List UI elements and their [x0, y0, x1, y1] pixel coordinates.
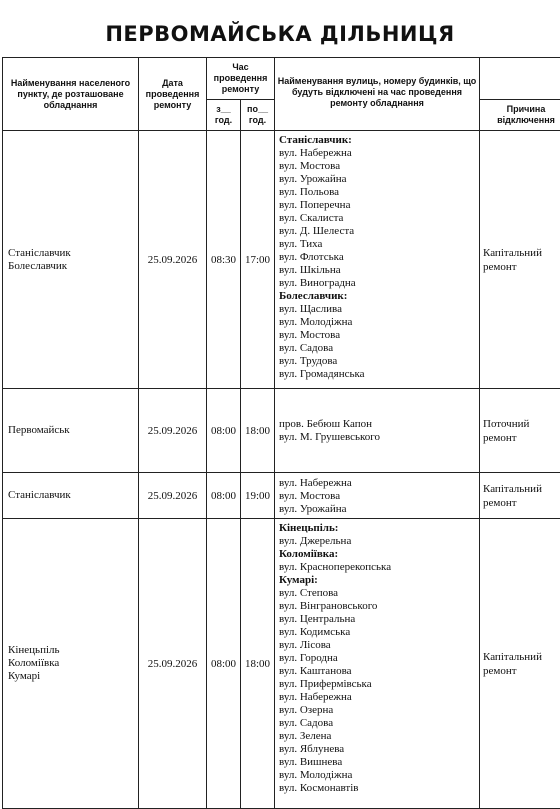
street-item: вул. Вінграновського: [279, 600, 479, 613]
street-item: вул. Озерна: [279, 704, 479, 717]
header-from: з__ год.: [207, 100, 241, 131]
settlement-cell: [3, 131, 139, 389]
outage-table: [2, 57, 560, 809]
reason-cell: [480, 519, 560, 809]
village-label: Кумарі:: [279, 574, 479, 587]
street-item: вул. Набережна: [279, 147, 479, 160]
street-item: вул. Садова: [279, 342, 479, 355]
reason-cell: [480, 131, 560, 389]
street-item: пров. Бебюш Капон: [279, 418, 479, 431]
streets-cell: [275, 473, 480, 519]
reason-text: ремонт: [483, 431, 560, 445]
settlement-name: Болеславчик: [8, 260, 138, 273]
reason-text: ремонт: [483, 260, 560, 274]
streets-cell: [275, 519, 480, 809]
street-item: вул. Джерельна: [279, 535, 479, 548]
reason-text: ремонт: [483, 496, 560, 510]
village-label: Кінецьпіль:: [279, 522, 479, 535]
settlement-name: Первомайськ: [8, 424, 138, 437]
street-item: вул. Мостова: [279, 160, 479, 173]
street-item: вул. Молодіжна: [279, 769, 479, 782]
reason-text: ремонт: [483, 664, 560, 678]
street-item: вул. Садова: [279, 717, 479, 730]
street-item: вул. Кодимська: [279, 626, 479, 639]
village-label: Коломіївка:: [279, 548, 479, 561]
street-item: вул. Польова: [279, 186, 479, 199]
street-item: вул. Набережна: [279, 477, 479, 490]
settlement-name: Станіславчик: [8, 489, 138, 502]
time-to-cell: 17:00: [241, 131, 275, 389]
street-item: вул. Космонавтів: [279, 782, 479, 795]
village-label: Болеславчик:: [279, 290, 479, 303]
reason-text: Капітальний: [483, 482, 560, 496]
header-reason: Причина відключення: [480, 100, 560, 131]
street-item: вул. Урожайна: [279, 173, 479, 186]
page-title: ПЕРВОМАЙСЬКА ДІЛЬНИЦЯ: [0, 22, 560, 46]
header-date: Дата проведення ремонту: [139, 58, 207, 131]
date-cell: 25.09.2026: [139, 473, 207, 519]
header-settlement: Найменування населеного пункту, де розташоване обладнання: [3, 58, 139, 131]
street-item: вул. Прифермівська: [279, 678, 479, 691]
street-item: вул. Тиха: [279, 238, 479, 251]
settlement-cell: [3, 473, 139, 519]
time-to-cell: 18:00: [241, 519, 275, 809]
street-item: вул. Трудова: [279, 355, 479, 368]
settlement-cell: [3, 389, 139, 473]
street-item: вул. Флотська: [279, 251, 479, 264]
reason-text: Поточний: [483, 417, 560, 431]
settlement-cell: [3, 519, 139, 809]
settlement-name: Станіславчик: [8, 247, 138, 260]
settlement-name: Кінецьпіль: [8, 644, 138, 657]
time-to-cell: 19:00: [241, 473, 275, 519]
header-time: Час проведення ремонту: [207, 58, 275, 100]
street-item: вул. Лісова: [279, 639, 479, 652]
street-item: вул. Вишнева: [279, 756, 479, 769]
header-streets: Найменування вулиць, номеру будинків, що будуть відключені на час проведення ремонту обладнання: [275, 58, 480, 131]
time-from-cell: 08:00: [207, 473, 241, 519]
table-row: [3, 389, 560, 473]
street-item: вул. Центральна: [279, 613, 479, 626]
street-item: вул. Красноперекопська: [279, 561, 479, 574]
street-item: вул. Шкільна: [279, 264, 479, 277]
street-item: вул. Урожайна: [279, 503, 479, 516]
street-item: вул. Виноградна: [279, 277, 479, 290]
date-cell: 25.09.2026: [139, 131, 207, 389]
reason-cell: [480, 389, 560, 473]
street-item: вул. Молодіжна: [279, 316, 479, 329]
streets-cell: [275, 131, 480, 389]
table-row: [3, 519, 560, 809]
street-item: вул. Степова: [279, 587, 479, 600]
street-item: вул. Щаслива: [279, 303, 479, 316]
street-item: вул. Зелена: [279, 730, 479, 743]
street-item: вул. Мостова: [279, 490, 479, 503]
time-from-cell: 08:00: [207, 519, 241, 809]
time-from-cell: 08:30: [207, 131, 241, 389]
reason-text: Капітальний: [483, 650, 560, 664]
street-item: вул. Скалиста: [279, 212, 479, 225]
reason-cell: [480, 473, 560, 519]
time-from-cell: 08:00: [207, 389, 241, 473]
village-label: Станіславчик:: [279, 134, 479, 147]
street-item: вул. Набережна: [279, 691, 479, 704]
time-to-cell: 18:00: [241, 389, 275, 473]
street-item: вул. Поперечна: [279, 199, 479, 212]
street-item: вул. Яблунева: [279, 743, 479, 756]
street-item: вул. Мостова: [279, 329, 479, 342]
street-item: вул. Д. Шелеста: [279, 225, 479, 238]
street-item: вул. Каштанова: [279, 665, 479, 678]
header-to: по__ год.: [241, 100, 275, 131]
table-row: [3, 473, 560, 519]
table-row: [3, 131, 560, 389]
street-item: вул. Громадянська: [279, 368, 479, 381]
street-item: вул. М. Грушевського: [279, 431, 479, 444]
date-cell: 25.09.2026: [139, 519, 207, 809]
table-body: [3, 131, 560, 809]
streets-cell: [275, 389, 480, 473]
reason-text: Капітальний: [483, 246, 560, 260]
settlement-name: Коломіївка: [8, 657, 138, 670]
date-cell: 25.09.2026: [139, 389, 207, 473]
header-reason-spacer: [480, 58, 560, 100]
settlement-name: Кумарі: [8, 670, 138, 683]
street-item: вул. Городна: [279, 652, 479, 665]
